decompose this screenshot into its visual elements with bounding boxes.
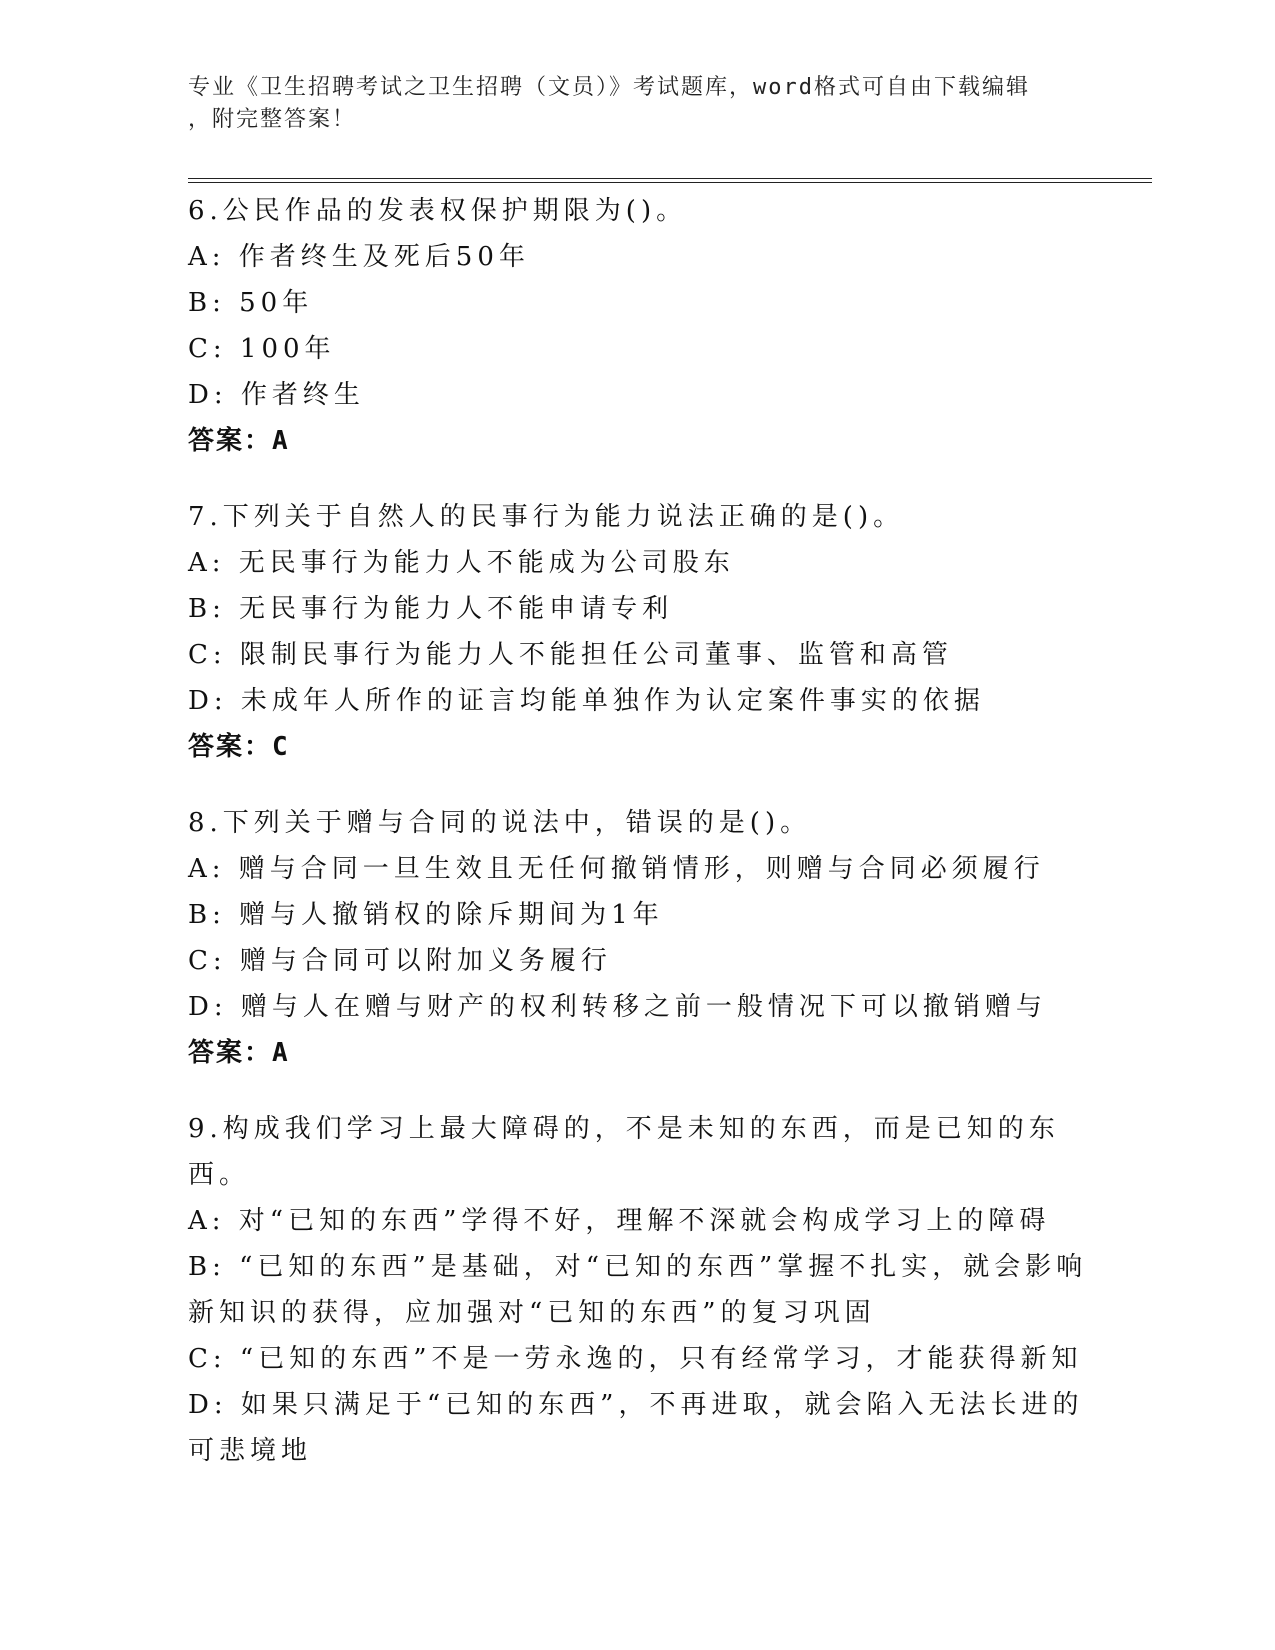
question-6 bbox=[188, 188, 1088, 464]
question-stem: 7.下列关于自然人的民事行为能力说法正确的是()。 bbox=[188, 502, 905, 532]
question-list bbox=[188, 188, 1088, 1504]
answer-label: 答案：A bbox=[188, 1038, 290, 1068]
document-header bbox=[188, 72, 1068, 136]
option-a: A: 对“已知的东西”学得不好，理解不深就会构成学习上的障碍 bbox=[188, 1206, 1051, 1236]
question-7 bbox=[188, 494, 1088, 770]
answer-label: 答案：A bbox=[188, 426, 290, 456]
question-8 bbox=[188, 800, 1088, 1076]
option-a: A: 赠与合同一旦生效且无任何撤销情形，则赠与合同必须履行 bbox=[188, 854, 1045, 884]
option-b: B: “已知的东西”是基础，对“已知的东西”掌握不扎实，就会影响新知识的获得，应加强对“已知的东西”的复习巩固 bbox=[188, 1252, 1088, 1328]
question-stem: 8.下列关于赠与合同的说法中，错误的是()。 bbox=[188, 808, 812, 838]
option-a: A: 无民事行为能力人不能成为公司股东 bbox=[188, 548, 735, 578]
question-9 bbox=[188, 1106, 1088, 1474]
option-d: D: 作者终生 bbox=[188, 380, 365, 410]
option-b: B: 无民事行为能力人不能申请专利 bbox=[188, 594, 674, 624]
question-stem: 9.构成我们学习上最大障碍的，不是未知的东西，而是已知的东西。 bbox=[188, 1114, 1060, 1190]
header-divider-top bbox=[188, 178, 1152, 179]
answer-label: 答案：C bbox=[188, 732, 290, 762]
option-b: B: 赠与人撤销权的除斥期间为1年 bbox=[188, 900, 664, 930]
option-c: C: 限制民事行为能力人不能担任公司董事、监管和高管 bbox=[188, 640, 953, 670]
option-d: D: 如果只满足于“已知的东西”，不再进取，就会陷入无法长进的可悲境地 bbox=[188, 1390, 1084, 1466]
option-a: A: 作者终生及死后50年 bbox=[188, 242, 530, 272]
option-d: D: 未成年人所作的证言均能单独作为认定案件事实的依据 bbox=[188, 686, 985, 716]
option-b: B: 50年 bbox=[188, 288, 314, 318]
header-line-1: 专业《卫生招聘考试之卫生招聘（文员）》考试题库，word格式可自由下载编辑 bbox=[188, 75, 1030, 100]
question-stem: 6.公民作品的发表权保护期限为()。 bbox=[188, 196, 688, 226]
option-d: D: 赠与人在赠与财产的权利转移之前一般情况下可以撤销赠与 bbox=[188, 992, 1047, 1022]
header-line-2: ，附完整答案！ bbox=[188, 107, 357, 132]
header-divider-bottom bbox=[188, 182, 1152, 183]
option-c: C: 100年 bbox=[188, 334, 336, 364]
option-c: C: 赠与合同可以附加义务履行 bbox=[188, 946, 612, 976]
option-c: C: “已知的东西”不是一劳永逸的，只有经常学习，才能获得新知 bbox=[188, 1344, 1083, 1374]
